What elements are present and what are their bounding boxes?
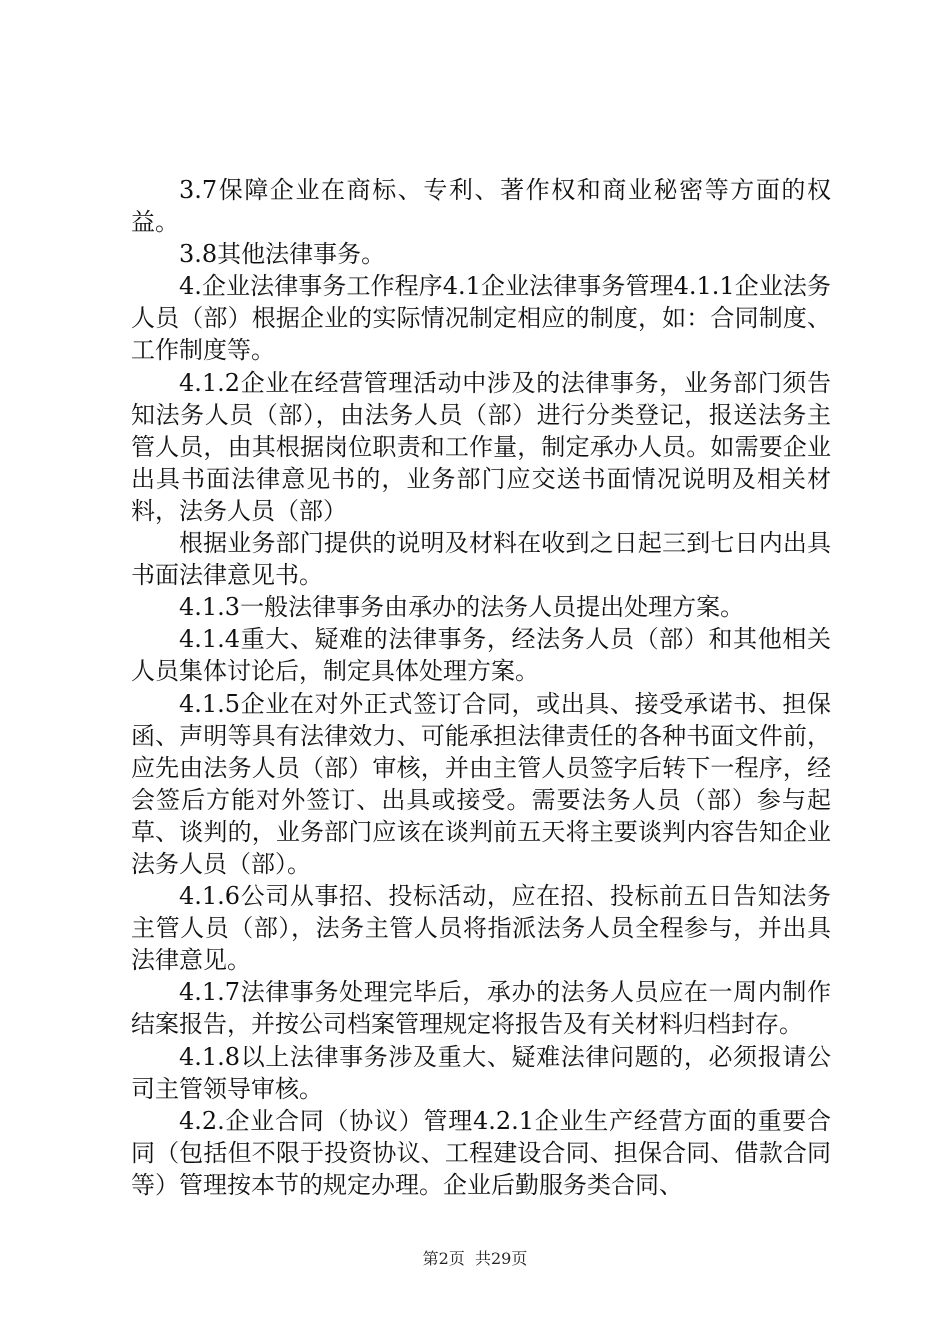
paragraph-4-1-6: 4.1.6公司从事招、投标活动，应在招、投标前五日告知法务主管人员（部），法务主管人员将指派法务人员全程参与，并出具法律意见。 <box>131 882 831 975</box>
paragraph-4-1-2-continued: 根据业务部门提供的说明及材料在收到之日起三到七日内出具书面法律意见书。 <box>131 529 831 590</box>
paragraph-4-1-5: 4.1.5企业在对外正式签订合同，或出具、接受承诺书、担保函、声明等具有法律效力、可能承担法律责任的各种书面文件前，应先由法务人员（部）审核，并由主管人员签字后转下一程序，经会签后方能对外签订、出具或接受。需要法务人员（部）参与起草、谈判的，业务部门应该在谈判前五天将主要谈判内容告知企业法务人员（部）。 <box>131 689 831 878</box>
paragraph-4-1-4: 4.1.4重大、疑难的法律事务，经法务人员（部）和其他相关人员集体讨论后，制定具体处理方案。 <box>131 625 831 686</box>
paragraph-4: 4.企业法律事务工作程序4.1企业法律事务管理4.1.1企业法务人员（部）根据企业的实际情况制定相应的制度，如：合同制度、工作制度等。 <box>131 272 831 365</box>
paragraph-3-8: 3.8其他法律事务。 <box>179 240 386 269</box>
paragraph-4-1-3: 4.1.3一般法律事务由承办的法务人员提出处理方案。 <box>179 593 745 622</box>
document-body <box>131 174 831 1201</box>
paragraph-4-2: 4.2.企业合同（协议）管理4.2.1企业生产经营方面的重要合同（包括但不限于投资协议、工程建设合同、担保合同、借款合同等）管理按本节的规定办理。企业后勤服务类合同、 <box>131 1106 831 1199</box>
paragraph-4-1-2: 4.1.2企业在经营管理活动中涉及的法律事务，业务部门须告知法务人员（部），由法务人员（部）进行分类登记，报送法务主管人员，由其根据岗位职责和工作量，制定承办人员。如需要企业出具书面法律意见书的，业务部门应交送书面情况说明及相关材料，法务人员（部） <box>131 368 831 525</box>
paragraph-3-7: 3.7保障企业在商标、专利、著作权和商业秘密等方面的权益。 <box>131 176 831 237</box>
paragraph-4-1-7: 4.1.7法律事务处理完毕后，承办的法务人员应在一周内制作结案报告，并按公司档案管理规定将报告及有关材料归档封存。 <box>131 978 831 1039</box>
paragraph-4-1-8: 4.1.8以上法律事务涉及重大、疑难法律问题的，必须报请公司主管领导审核。 <box>131 1042 831 1103</box>
page-number-footer: 第2页 共29页 <box>422 1249 528 1268</box>
